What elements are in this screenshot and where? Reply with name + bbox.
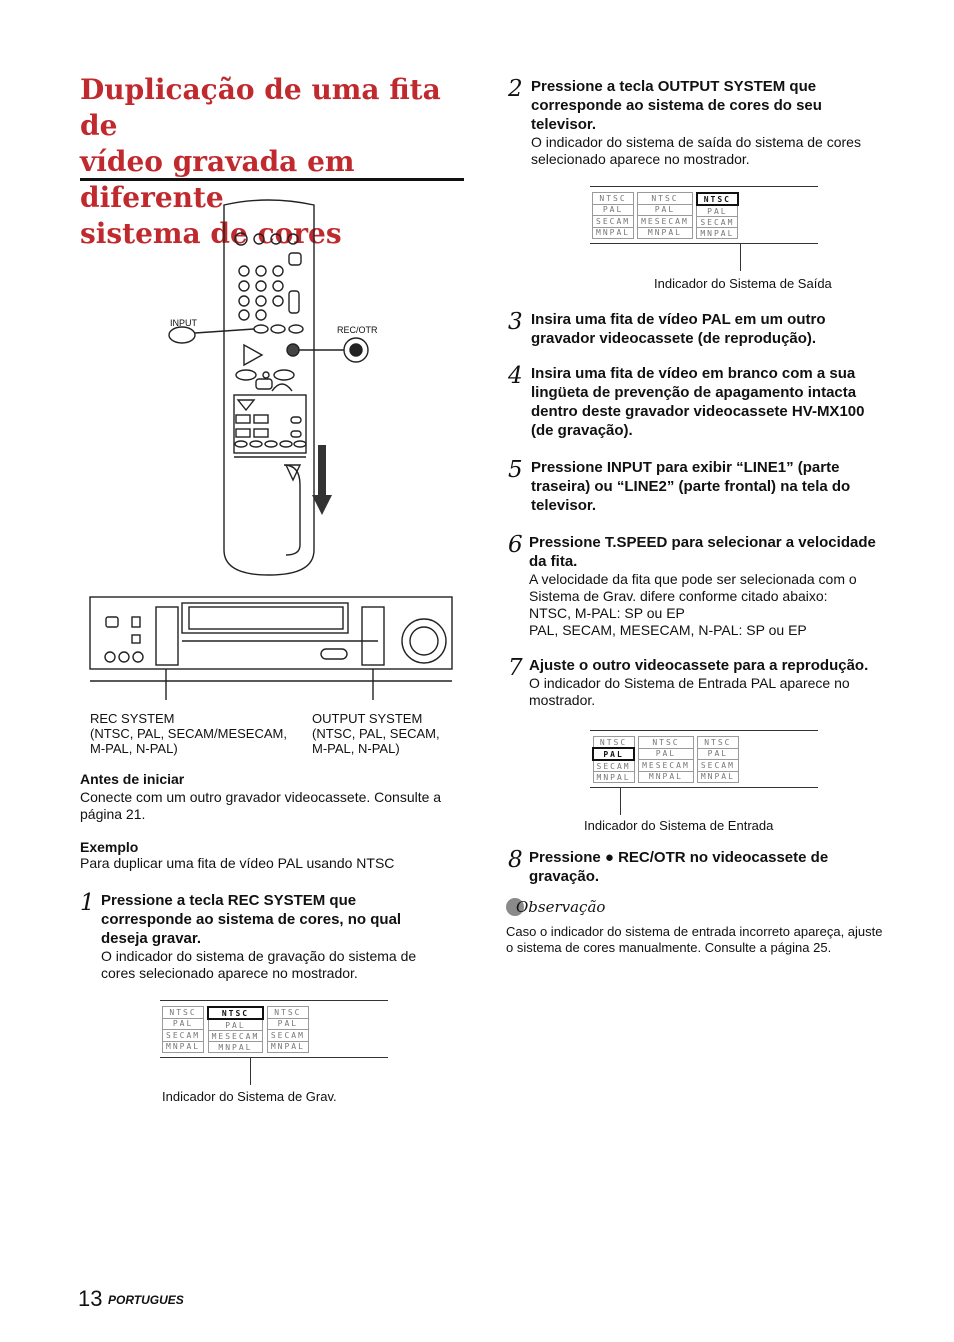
indicator-cell: NTSC [208,1007,263,1019]
step-5 [508,458,878,515]
step-number: 6 [508,532,523,558]
indicator-panel [637,192,693,239]
title-underline [80,178,464,181]
step-8 [508,848,878,886]
indicator-cell: MNPAL [593,772,634,783]
step-6 [508,533,878,639]
example-section [80,839,460,872]
step-4 [508,364,888,440]
indicator-panel [696,192,739,239]
step-number: 7 [508,655,523,681]
indicator-cell: PAL [638,204,693,216]
output-system-caption: OUTPUT SYSTEM (NTSC, PAL, SECAM, M-PAL, N-PAL) [312,711,440,756]
remote-input-label: INPUT [170,318,197,328]
step-body: O indicador do sistema de saída do sistema de cores selecionado aparece no mostrador. [531,134,861,167]
step-number: 3 [508,309,523,335]
step-body: A velocidade da fita que pode ser selecionada com o Sistema de Grav. difere conforme citado abaixo: [529,571,857,604]
indicator-cell: MNPAL [267,1041,308,1053]
note-text: Caso o indicador do sistema de entrada incorreto apareça, ajuste o sistema de cores manualmente. Consulte a página 25. [506,924,883,955]
step-number: 2 [508,76,523,102]
indicator-cell: MNPAL [593,227,634,239]
indicator-cell: SECAM [697,217,738,228]
before-section [80,771,460,823]
indicator-cell: NTSC [593,737,634,749]
step-number: 1 [80,890,95,916]
before-text: Conecte com um outro gravador videocassete. Consulte a página 21. [80,789,442,822]
step-body: O indicador do Sistema de Entrada PAL aparece no mostrador. [529,675,850,708]
note-section [506,898,886,956]
indicator-cell: MNPAL [638,227,693,239]
remote-vcr-illustration [86,195,458,700]
step-2 [508,77,878,168]
indicator-cell: PAL [697,748,738,760]
title-line-2: vídeo gravada em diferente [80,145,355,214]
step-heading: Insira uma fita de vídeo PAL em um outro gravador videocassete (de reprodução). [531,311,826,347]
step-number: 8 [508,847,523,873]
indicator-cell: MNPAL [639,771,694,783]
step-7 [508,656,893,709]
indicator-cell: SECAM [163,1030,204,1042]
indicator-panel [267,1006,309,1053]
step-number: 4 [508,363,523,389]
indicator-cell: MNPAL [163,1041,204,1053]
indicator-panel [162,1006,204,1053]
indicator-panel [638,736,694,783]
indicator-cell: MESECAM [638,216,693,228]
indicator-panel [592,736,635,783]
step-body-2: NTSC, M-PAL: SP ou EP [529,605,685,621]
indicator-cell: NTSC [267,1007,308,1019]
step-number: 5 [508,457,523,483]
rec-system-caption: REC SYSTEM (NTSC, PAL, SECAM/MESECAM, M-PAL, N-PAL) [90,711,287,756]
step-heading: Pressione T.SPEED para selecionar a velocidade da fita. [529,534,876,570]
indicator-cell: SECAM [593,760,634,772]
page-number: 13 [78,1286,103,1311]
indicator-cell: PAL [639,748,694,760]
step-heading: Ajuste o outro videocassete para a reprodução. [529,657,869,674]
rec-indicator-caption: Indicador do Sistema de Grav. [162,1089,337,1104]
indicator-cell: NTSC [697,737,738,749]
indicator-cell: PAL [593,204,634,216]
indicator-cell: SECAM [697,760,738,772]
step-body-3: PAL, SECAM, MESECAM, N-PAL: SP ou EP [529,622,807,638]
step-heading: Pressione ● REC/OTR no videocassete de gravação. [529,849,829,885]
page-language: PORTUGUES [108,1293,184,1307]
indicator-cell: PAL [163,1018,204,1030]
indicator-cell: MNPAL [208,1042,263,1053]
step-body: O indicador do sistema de gravação do sistema de cores selecionado aparece no mostrador. [101,948,417,981]
indicator-cell: NTSC [163,1007,204,1019]
indicator-cell: NTSC [697,193,738,205]
indicator-cell: MESECAM [208,1031,263,1042]
step-heading: Pressione INPUT para exibir “LINE1” (parte traseira) ou “LINE2” (parte frontal) na tela do televisor. [531,459,851,514]
title-line-1: Duplicação de uma fita de [80,73,441,142]
title-line-3: sistema de cores [80,217,342,250]
indicator-cell: MNPAL [697,228,738,239]
remote-recotr-label: REC/OTR [337,325,378,335]
step-heading: Insira uma fita de vídeo em branco com a sua lingüeta de prevenção de apagamento intacta dentro deste gravador videocassete HV-MX100 (de gravação). [531,365,865,439]
indicator-cell: PAL [697,205,738,217]
indicator-panel [207,1006,264,1053]
example-heading: Exemplo [80,839,139,855]
input-indicator-caption: Indicador do Sistema de Entrada [584,818,774,833]
example-text: Para duplicar uma fita de vídeo PAL usando NTSC [80,855,395,871]
indicator-panel [697,736,739,783]
indicator-cell: NTSC [639,737,694,749]
indicator-cell: NTSC [638,193,693,205]
note-heading: Observação [506,898,886,916]
step-heading: Pressione a tecla REC SYSTEM que corresponde ao sistema de cores, no qual deseja gravar. [101,892,402,947]
indicator-panel [592,192,634,239]
indicator-cell: MNPAL [697,771,738,783]
indicator-cell: SECAM [267,1030,308,1042]
step-heading: Pressione a tecla OUTPUT SYSTEM que corresponde ao sistema de cores do seu televisor. [531,78,822,133]
indicator-cell: NTSC [593,193,634,205]
step-3 [508,310,878,348]
step-1 [80,891,440,982]
indicator-cell: MESECAM [639,760,694,772]
before-heading: Antes de iniciar [80,771,185,787]
indicator-cell: PAL [208,1019,263,1031]
indicator-cell: PAL [267,1018,308,1030]
indicator-cell: PAL [593,748,634,760]
indicator-cell: SECAM [593,216,634,228]
output-indicator-caption: Indicador do Sistema de Saída [654,276,832,291]
